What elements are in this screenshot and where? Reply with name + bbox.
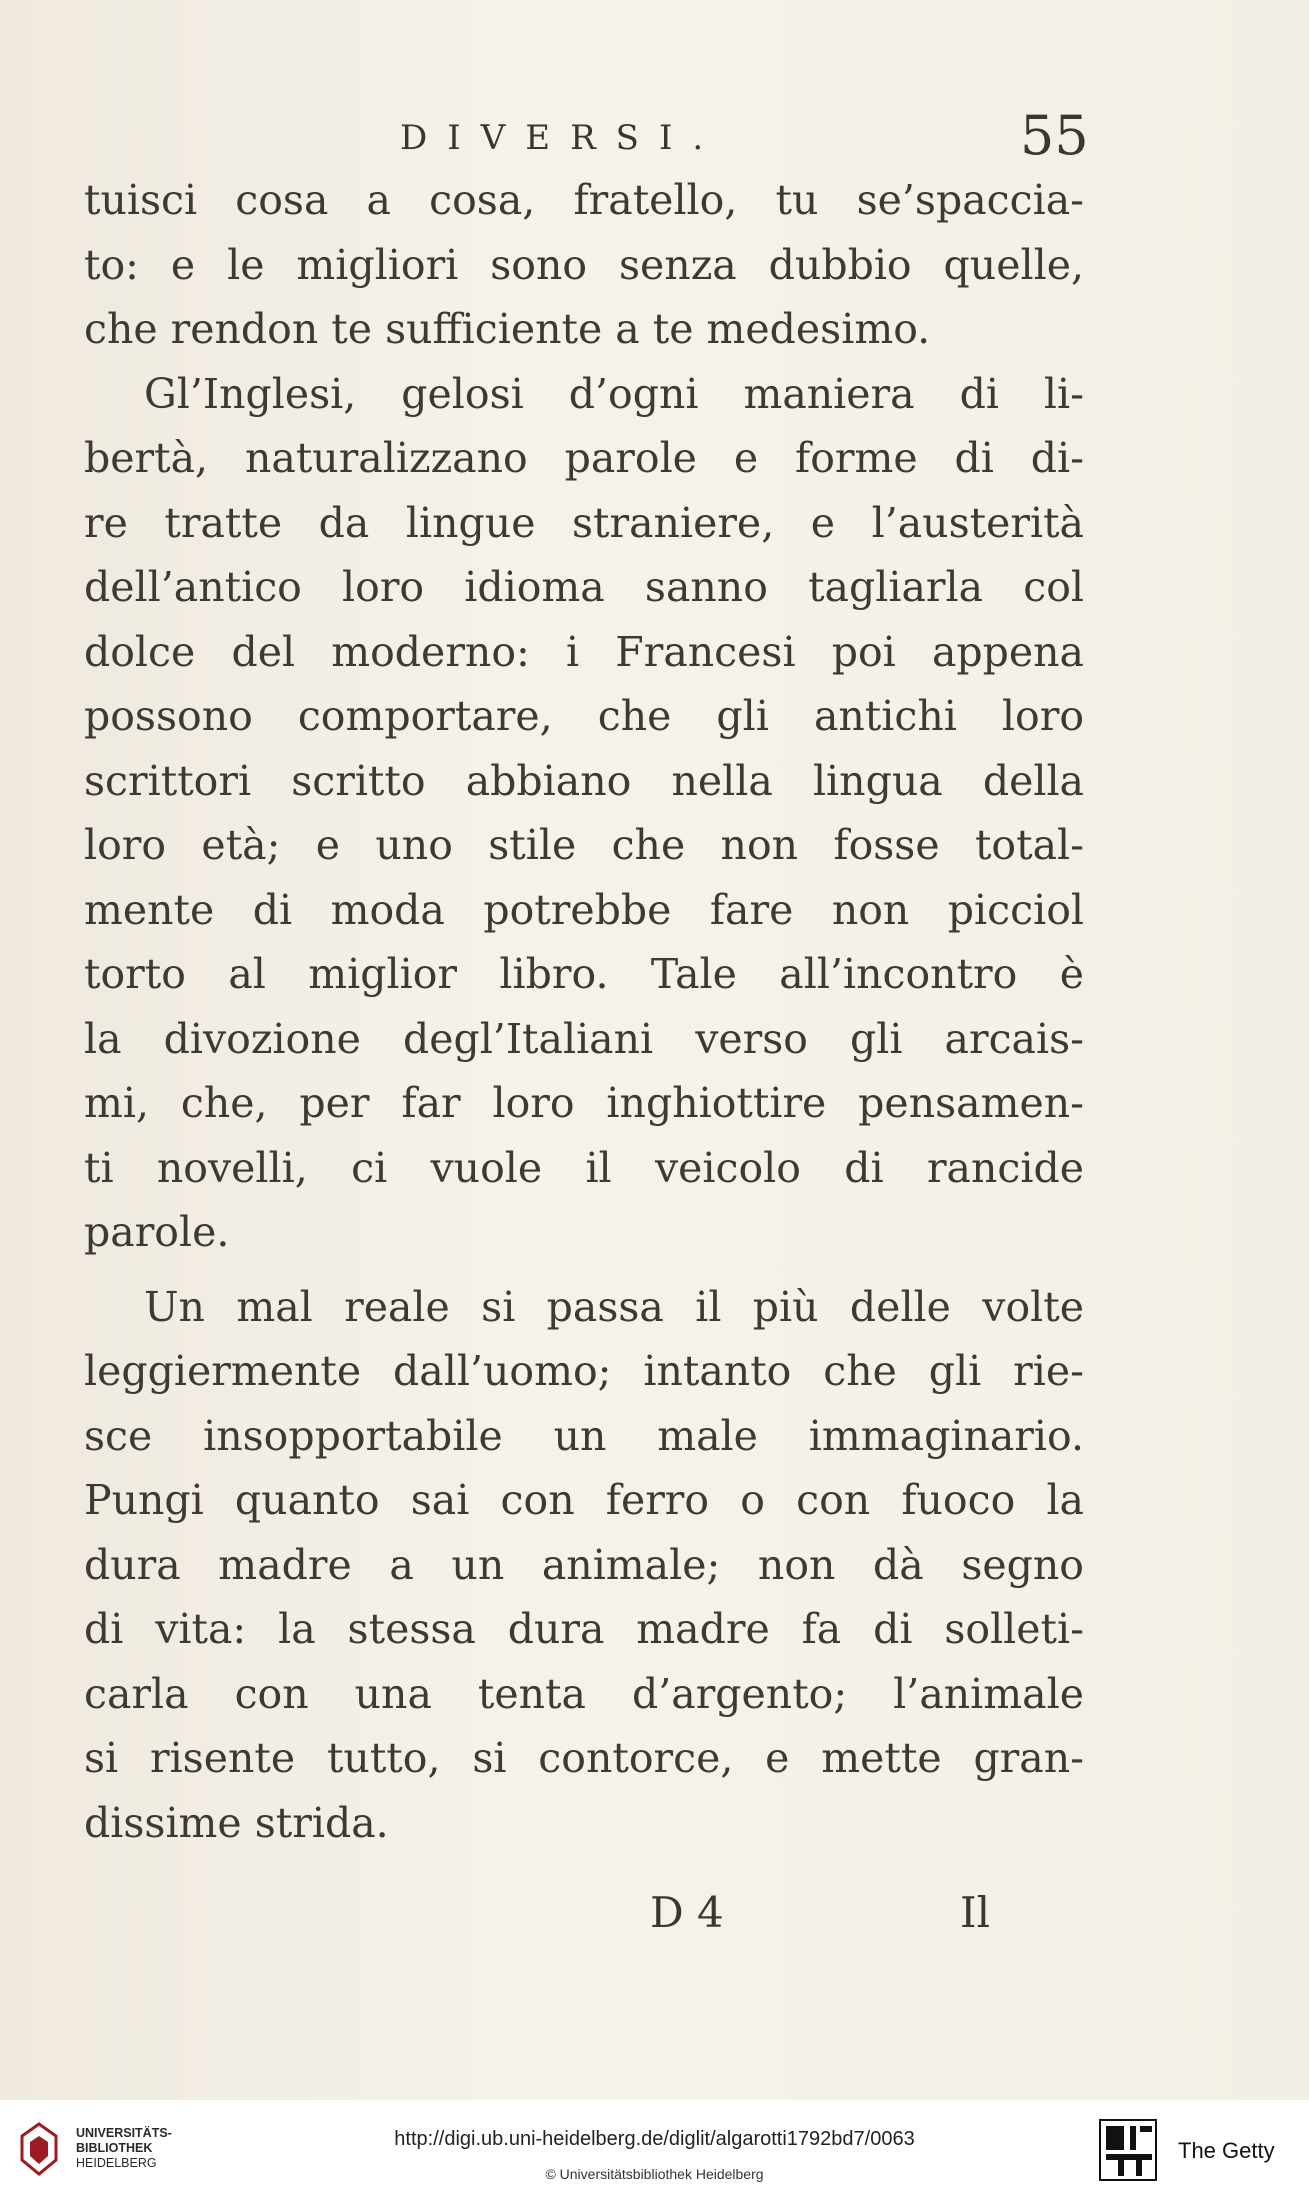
text-line: re tratte da lingue straniere, e l’austerità xyxy=(84,498,1084,547)
text-line: ti novelli, ci vuole il veicolo di rancide xyxy=(84,1143,1084,1192)
text-line: to: e le migliori sono senza dubbio quelle, xyxy=(84,240,1084,289)
text-line: di vita: la stessa dura madre fa di solleti- xyxy=(84,1605,1084,1653)
text-line: Gl’Inglesi, gelosi d’ogni maniera di li- xyxy=(144,369,1084,418)
copyright-notice: © Universitätsbibliothek Heidelberg xyxy=(545,2166,764,2182)
text-line: scrittori scritto abbiano nella lingua della xyxy=(84,756,1084,805)
text-line: bertà, naturalizzano parole e forme di di- xyxy=(84,434,1084,482)
text-line: dolce del moderno: i Francesi poi appena xyxy=(84,627,1084,676)
text-line: dell’antico loro idioma sanno tagliarla col xyxy=(84,563,1084,611)
text-line: possono comportare, che gli antichi loro xyxy=(84,692,1084,740)
library-name: UNIVERSITÄTS- BIBLIOTHEK HEIDELBERG xyxy=(76,2126,172,2170)
text-line: tuisci cosa a cosa, fratello, tu se’spaccia- xyxy=(84,176,1084,224)
page-number: 55 xyxy=(1020,104,1089,167)
text-line: Un mal reale si passa il più delle volte xyxy=(144,1282,1084,1331)
text-line: loro età; e uno stile che non fosse total- xyxy=(84,821,1084,869)
text-line: leggiermente dall’uomo; intanto che gli rie- xyxy=(84,1347,1084,1395)
text-line: dissime strida. xyxy=(84,1798,389,1847)
running-head: DIVERSI. xyxy=(400,118,724,158)
getty-logo-icon xyxy=(1098,2118,1158,2182)
permalink-url[interactable]: http://digi.ub.uni-heidelberg.de/diglit/algarotti1792bd7/0063 xyxy=(394,2128,915,2150)
text-line: che rendon te sufficiente a te medesimo. xyxy=(84,305,931,353)
text-line: parole. xyxy=(84,1208,230,1256)
text-line: dura madre a un animale; non dà segno xyxy=(84,1540,1084,1589)
text-line: torto al miglior libro. Tale all’incontro è xyxy=(84,950,1084,998)
text-line: carla con una tenta d’argento; l’animale xyxy=(84,1669,1084,1718)
text-line: sce insopportabile un male immaginario. xyxy=(84,1411,1084,1460)
footer-bar xyxy=(0,2100,1309,2201)
text-line: mi, che, per far loro inghiottire pensamen- xyxy=(84,1079,1084,1127)
text-line: mente di moda potrebbe fare non picciol xyxy=(84,885,1084,934)
text-line: Pungi quanto sai con ferro o con fuoco la xyxy=(84,1476,1084,1524)
catchword: Il xyxy=(960,1888,991,1937)
signature-mark: D 4 xyxy=(650,1888,724,1937)
getty-label: The Getty xyxy=(1178,2138,1275,2163)
body-text xyxy=(84,168,1084,1855)
text-line: la divozione degl’Italiani verso gli arcais- xyxy=(84,1014,1084,1063)
text-line: si risente tutto, si contorce, e mette gran- xyxy=(84,1734,1084,1782)
